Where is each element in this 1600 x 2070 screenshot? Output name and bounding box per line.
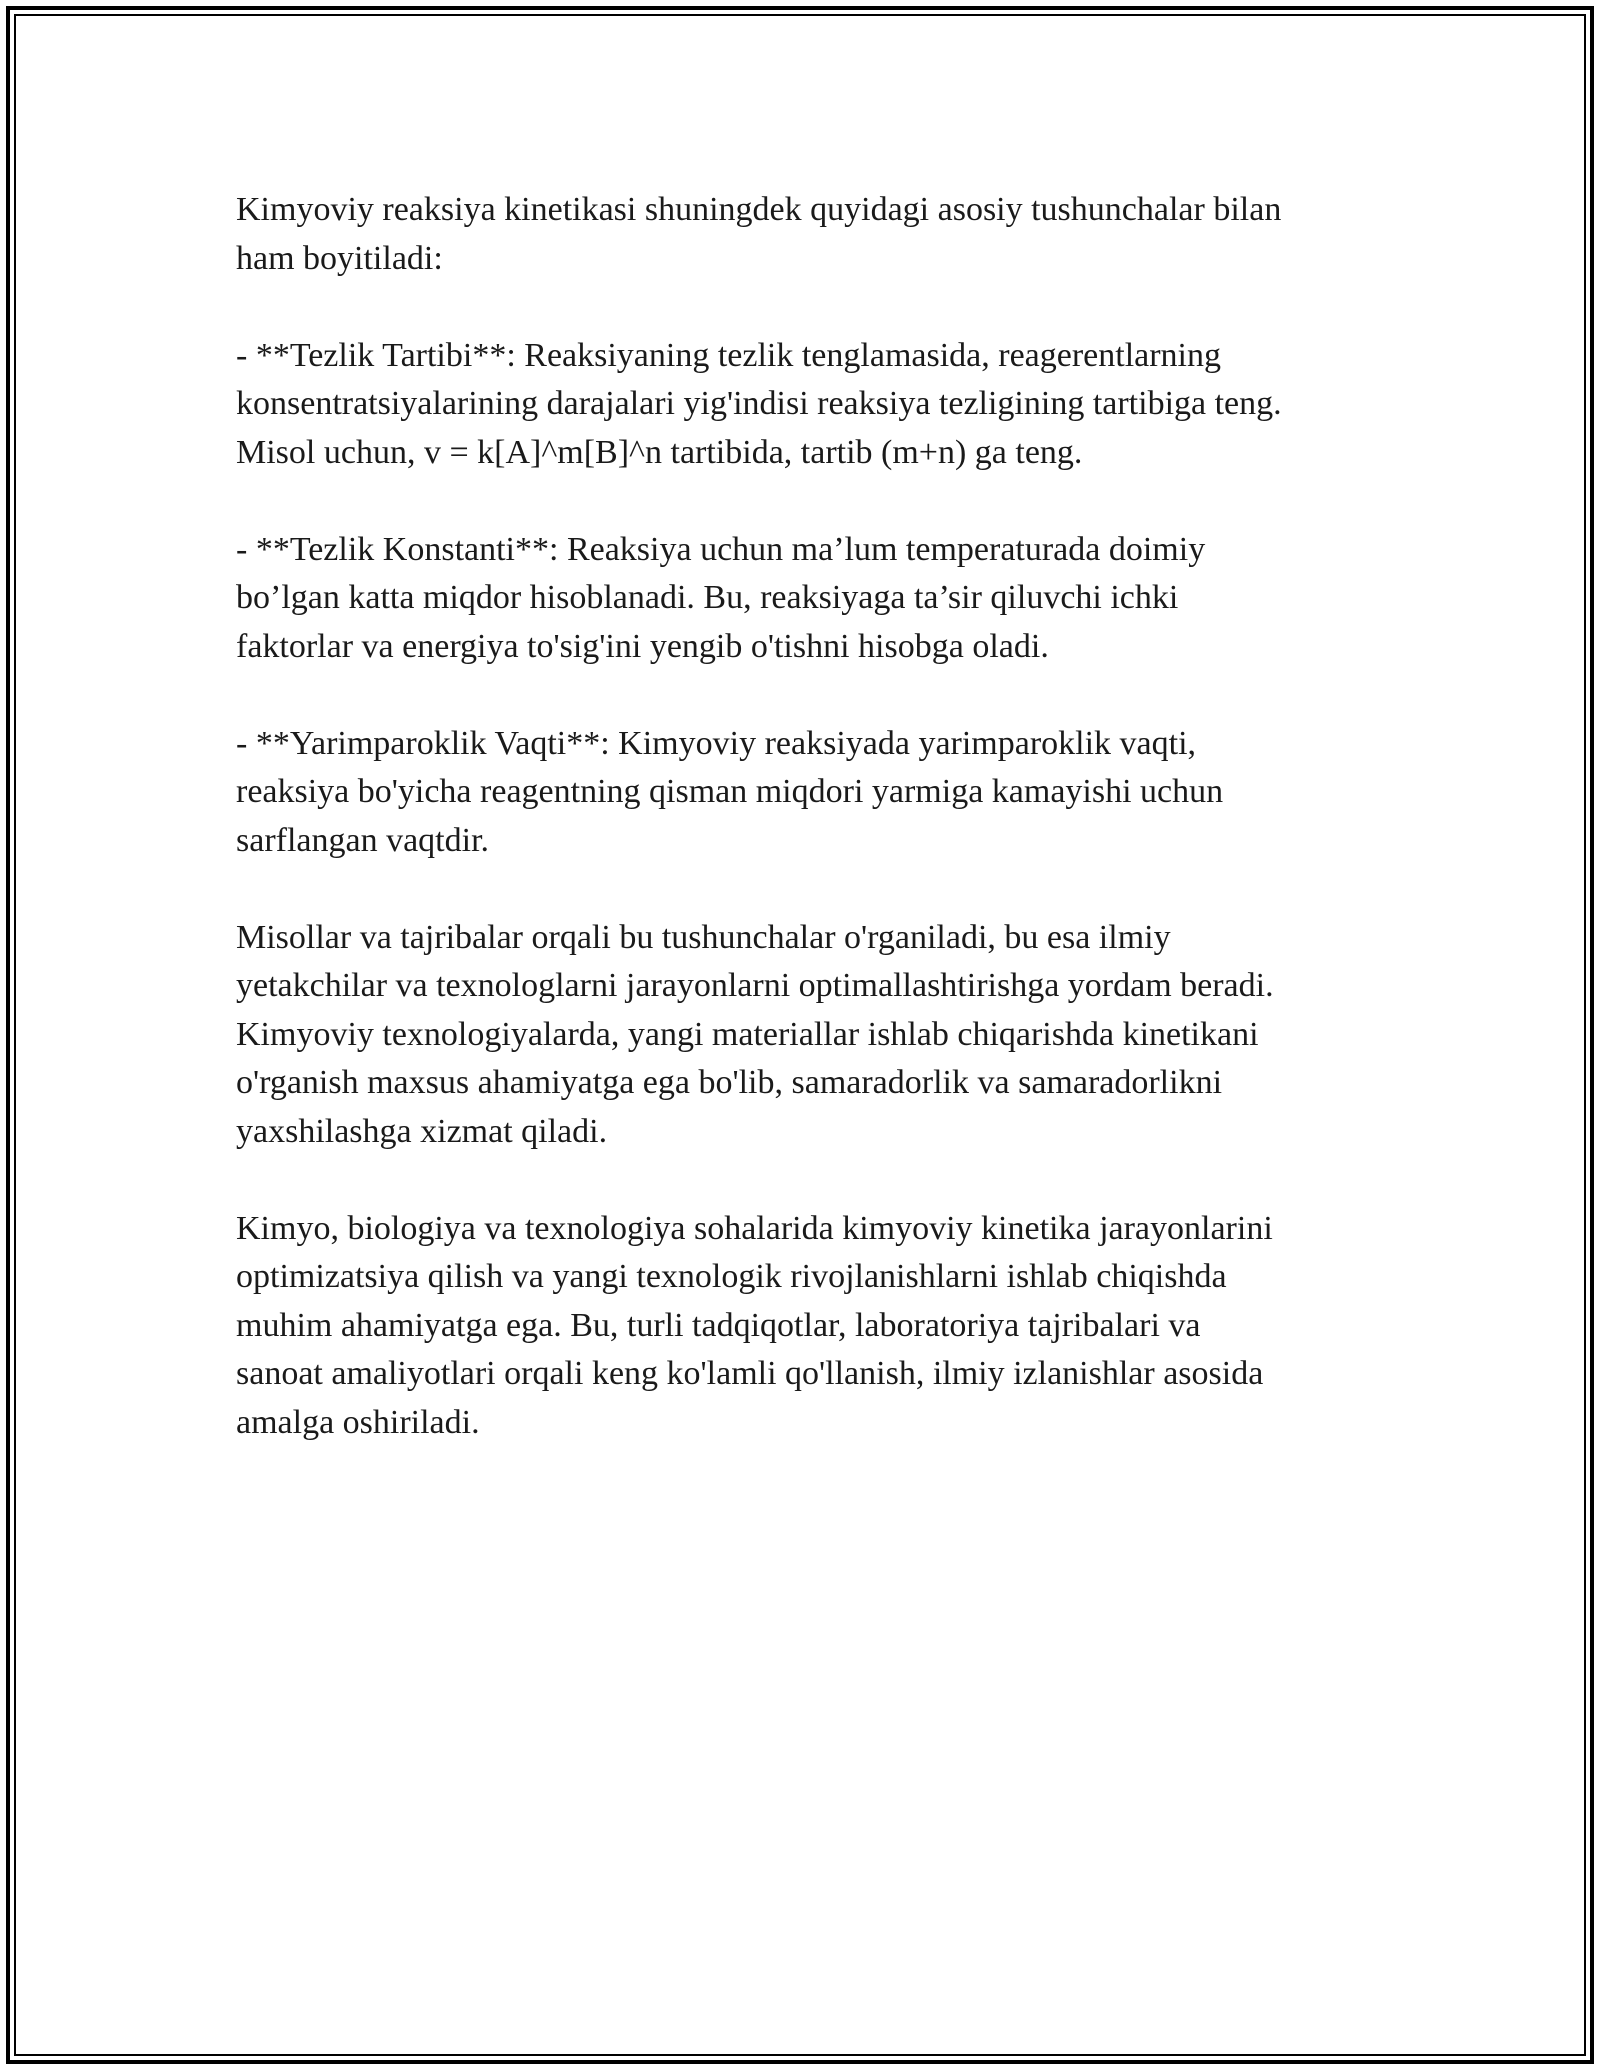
rate-order-paragraph: - **Tezlik Tartibi**: Reaksiyaning tezlik tenglamasida, reagerentlarning konsentratsiyalarining darajalari yig'indisi reaksiya tezligining tartibiga teng. Misol uchun, v = k[A]^m[B]^n tartibida, tartib (m+n) ga teng. [236, 336, 1282, 471]
examples-paragraph: Misollar va tajribalar orqali bu tushunchalar o'rganiladi, bu esa ilmiy yetakchilar va texnologlarni jarayonlarni optimallashtirishga yordam beradi. Kimyoviy texnologiyalarda, yangi materiallar ishlab chiqarishda kinetikani o'rganish maxsus ahamiyatga ega bo'lib, samaradorlik va samaradorlikni yaxshilashga xizmat qiladi. [236, 918, 1274, 1150]
intro-paragraph: Kimyoviy reaksiya kinetikasi shuningdek quyidagi asosiy tushunchalar bilan ham boyitiladi: [236, 191, 1282, 277]
conclusion-paragraph: Kimyo, biologiya va texnologiya sohalarida kimyoviy kinetika jarayonlarini optimizatsiya qilish va yangi texnologik rivojlanishlarni ishlab chiqishda muhim ahamiyatga ega. Bu, turli tadqiqotlar, laboratoriya tajribalari va sanoat amaliyotlari orqali keng ko'lamli qo'llanish, ilmiy izlanishlar asosida amalga oshiriladi. [236, 1209, 1273, 1441]
document-body [236, 186, 1386, 1496]
half-life-paragraph: - **Yarimparoklik Vaqti**: Kimyoviy reaksiyada yarimparoklik vaqti, reaksiya bo'yicha reagentning qisman miqdori yarmiga kamayishi uchun sarflangan vaqtdir. [236, 724, 1224, 859]
rate-constant-paragraph: - **Tezlik Konstanti**: Reaksiya uchun ma’lum temperaturada doimiy bo’lgan katta miqdor hisoblanadi. Bu, reaksiyaga ta’sir qiluvchi ichki faktorlar va energiya to'sig'ini yengib o'tishni hisobga oladi. [236, 530, 1206, 665]
